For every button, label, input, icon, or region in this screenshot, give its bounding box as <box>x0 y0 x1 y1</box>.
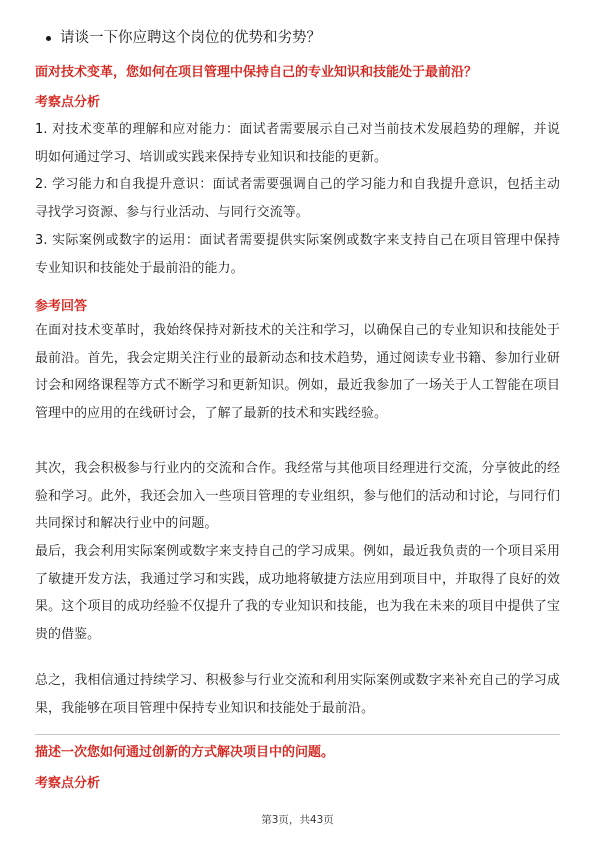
answer-paragraph: 其次，我会积极参与行业内的交流和合作。我经常与其他项目经理进行交流，分享彼此的经验和学习。此外，我还会加入一些项目管理的专业组织，参与他们的活动和讨论，与同行们共同探讨和解决行业中的问题。 <box>35 461 560 532</box>
section-divider <box>35 734 560 735</box>
question-bullet-text: 请谈一下你应聘这个岗位的优势和劣势？ <box>60 30 321 46</box>
answer-paragraph: 总之，我相信通过持续学习、积极参与行业交流和利用实际案例或数字来补充自己的学习成果，我能够在项目管理中保持专业知识和技能处于最前沿。 <box>35 673 560 716</box>
answer-paragraph: 在面对技术变革时，我始终保持对新技术的关注和学习，以确保自己的专业知识和技能处于最前沿。首先，我会定期关注行业的最新动态和技术趋势，通过阅读专业书籍、参加行业研讨会和网络课程等方式不断学习和更新知识。例如，最近我参加了一场关于人工智能在项目管理中的应用的在线研讨会，了解了最新的技术和实践经验。 <box>35 323 560 422</box>
section-question: 面对技术变革，您如何在项目管理中保持自己的专业知识和技能处于最前沿？ <box>35 65 478 80</box>
page-footer: 第3页，共43页 <box>261 814 334 826</box>
analysis-point: 2. 学习能力和自我提升意识：面试者需要强调自己的学习能力和自我提升意识，包括主动寻找学习资源、参与行业活动、与同行交流等。 <box>35 177 560 220</box>
answer-paragraph: 最后，我会利用实际案例或数字来支持自己的学习成果。例如，最近我负责的一个项目采用了敏捷开发方法，我通过学习和实践，成功地将敏捷方法应用到项目中，并取得了良好的效果。这个项目的成功经验不仅提升了我的专业知识和技能，也为我在未来的项目中提供了宝贵的借鉴。 <box>35 544 560 643</box>
analysis-point: 3. 实际案例或数字的运用：面试者需要提供实际案例或数字来支持自己在项目管理中保持专业知识和技能处于最前沿的能力。 <box>35 233 560 276</box>
analysis-heading: 考察点分析 <box>35 95 101 110</box>
next-analysis-heading: 考察点分析 <box>35 776 101 791</box>
bullet-icon <box>46 36 51 41</box>
next-section-question: 描述一次您如何通过创新的方式解决项目中的问题。 <box>35 745 335 760</box>
analysis-point: 1. 对技术变革的理解和应对能力：面试者需要展示自己对当前技术发展趋势的理解，并说明如何通过学习、培训或实践来保持专业知识和技能的更新。 <box>35 122 560 165</box>
question-bullet-item <box>46 27 321 49</box>
answer-heading: 参考回答 <box>35 299 88 314</box>
